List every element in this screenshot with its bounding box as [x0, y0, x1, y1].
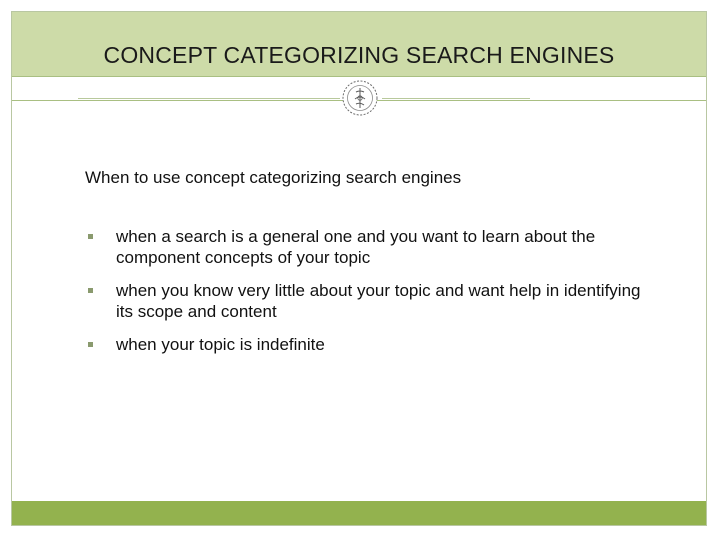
bullet-text: when you know very little about your topic and want help in identifying its scope and content [116, 281, 641, 321]
ornament-rule-left [78, 98, 340, 99]
slide-title: CONCEPT CATEGORIZING SEARCH ENGINES [103, 42, 615, 68]
square-bullet-icon [88, 342, 93, 347]
list-item [85, 280, 645, 322]
circular-seal-icon [339, 78, 381, 118]
list-item [85, 226, 645, 268]
footer-band [12, 501, 706, 525]
section-subheading: When to use concept categorizing search engines [85, 168, 462, 187]
bullet-text: when a search is a general one and you want to learn about the component concepts of your topic [116, 227, 596, 267]
square-bullet-icon [88, 288, 93, 293]
ornament-rule-right [382, 98, 530, 99]
square-bullet-icon [88, 234, 93, 239]
title-divider [12, 76, 706, 77]
bullet-text: when your topic is indefinite [116, 335, 325, 354]
title-band [12, 12, 706, 76]
list-item [85, 334, 645, 355]
bullet-list [85, 226, 645, 367]
